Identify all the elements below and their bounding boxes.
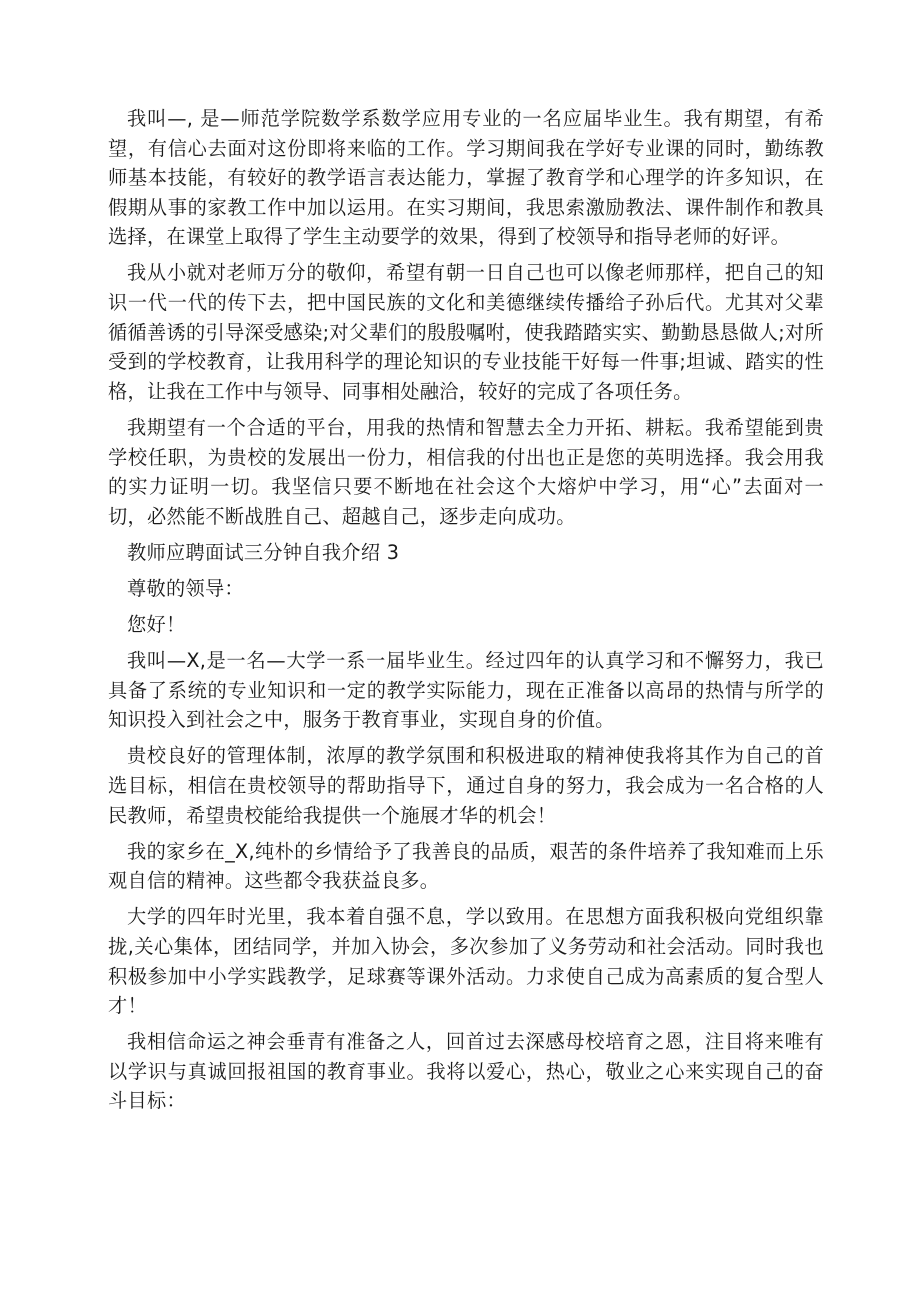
paragraph-intro: 我叫—, 是—师范学院数学系数学应用专业的一名应届毕业生。我有期望，有希望，有信心去面对这份即将来临的工作。学习期间我在学好专业课的同时，勤练教师基本技能，有较好的教学语言表达能力，掌握了教育学和心理学的许多知识，在假期从事的家教工作中加以运用。在实习期间，我思索激励教法、课件制作和教具选择，在课堂上取得了学生主动要学的效果，得到了校领导和指导老师的好评。 [108,107,824,249]
greeting: 您好！ [127,613,186,636]
paragraph-self-intro: 我叫—X,是一名—大学一系一届毕业生。经过四年的认真学习和不懈努力，我已具备了系统的专业知识和一定的教学实际能力，现在正准备以高昂的热情与所学的知识投入到社会之中，服务于教育事业，实现自身的价值。 [108,649,824,732]
paragraph-closing: 我相信命运之神会垂青有准备之人，回首过去深感母校培育之恩，注目将来唯有以学识与真诚回报祖国的教育事业。我将以爱心，热心，敬业之心来实现自己的奋斗目标： [108,1030,824,1113]
paragraph-school-choice: 贵校良好的管理体制，浓厚的教学氛围和积极进取的精神使我将其作为自己的首选目标，相信在贵校领导的帮助指导下，通过自身的努力，我会成为一名合格的人民教师，希望贵校能给我提供一个施展才华的机会！ [108,744,824,827]
salutation: 尊敬的领导： [127,576,244,600]
paragraph-university-life: 大学的四年时光里，我本着自强不息，学以致用。在思想方面我积极向党组织靠拢,关心集体，团结同学，并加入协会，多次参加了义务劳动和社会活动。同时我也积极参加中小学实践教学，足球赛等课外活动。力求使自己成为高素质的复合型人才！ [108,905,824,1018]
paragraph-aspiration: 我期望有一个合适的平台，用我的热情和智慧去全力开拓、耕耘。我希望能到贵学校任职，为贵校的发展出一份力，相信我的付出也正是您的英明选择。我会用我的实力证明一切。我坚信只要不断地在社会这个大熔炉中学习，用“心”去面对一切，必然能不断战胜自己、超越自己，逐步走向成功。 [108,415,824,528]
document-body [108,104,824,1116]
paragraph-hometown: 我的家乡在_X,纯朴的乡情给予了我善良的品质，艰苦的条件培养了我知难而上乐观自信的精神。这些都令我获益良多。 [108,839,824,893]
paragraph-admiration: 我从小就对老师万分的敬仰，希望有朝一日自己也可以像老师那样，把自己的知识一代一代的传下去，把中国民族的文化和美德继续传播给子孙后代。尤其对父辈循循善诱的引导深受感染;对父辈们的殷殷嘱咐，使我踏踏实实、勤勤恳恳做人;对所受到的学校教育，让我用科学的理论知识的专业技能干好每一件事;坦诚、踏实的性格，让我在工作中与领导、同事相处融洽，较好的完成了各项任务。 [108,261,824,403]
section-heading: 教师应聘面试三分钟自我介绍 3 [127,540,400,564]
